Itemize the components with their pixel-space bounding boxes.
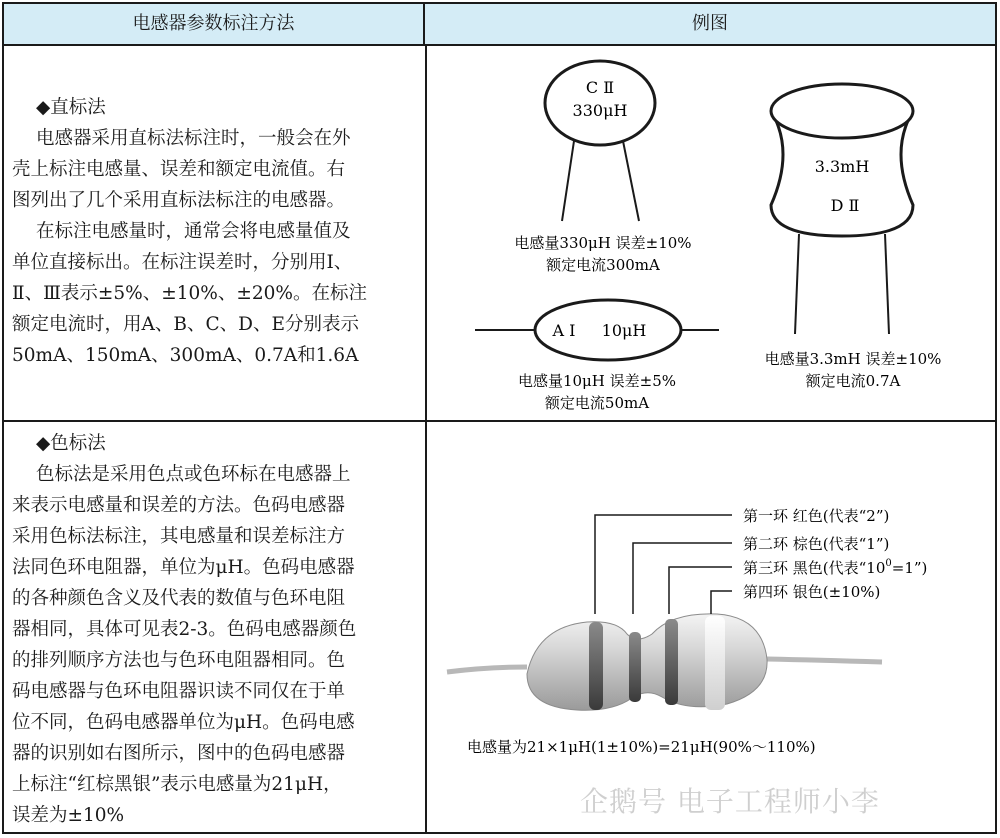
text-line: 壳上标注电感量、误差和额定电流值。右	[12, 159, 346, 180]
section-title: ◆直标法	[36, 97, 106, 118]
text-line: 图列出了几个采用直标法标注的电感器。	[12, 190, 346, 211]
ring4-label: 第四环 银色(±10%)	[743, 583, 881, 601]
text-line: 的排列顺序方法也与色环电阻器相同。色	[12, 650, 346, 671]
text-line: 来表示电感量和误差的方法。色码电感器	[12, 495, 346, 516]
inductance-formula: 电感量为21×1μH(1±10%)=21μH(90%～110%)	[467, 738, 816, 756]
ind3-caption-2: 额定电流0.7A	[805, 372, 901, 390]
ring-4-silver	[705, 616, 725, 710]
parameter-table	[2, 2, 997, 834]
ind3-label-2: D Ⅱ	[830, 196, 860, 215]
text-line: 器的识别如右图所示，图中的色码电感器	[12, 743, 346, 764]
header-method: 电感器参数标注方法	[4, 4, 425, 46]
inductor-10uh	[475, 300, 719, 412]
ind2-caption-2: 额定电流50mA	[544, 394, 650, 412]
text-line: 法同色环电阻器，单位为μH。色码电感器	[12, 557, 355, 578]
ring1-label: 第一环 红色(代表“2”)	[743, 507, 890, 525]
ind1-label-1: C Ⅱ	[585, 78, 615, 97]
text-line: 误差为±10%	[12, 805, 125, 826]
section-title: ◆色标法	[36, 433, 106, 454]
ring2-label: 第二环 棕色(代表“1”)	[743, 535, 890, 553]
ind2-label-2: 10μH	[601, 321, 647, 340]
ring-2-brown	[629, 632, 641, 702]
text-line: 单位直接标出。在标注误差时，分别用Ⅰ、	[12, 252, 353, 273]
text-line: 码电感器与色环电阻器识读不同仅在于单	[12, 681, 346, 702]
color-marking-figure	[427, 422, 999, 834]
direct-marking-text	[12, 92, 421, 371]
inductor-330uh	[514, 61, 691, 274]
ind2-label-1: A Ⅰ	[552, 321, 576, 340]
header-example: 例图	[425, 4, 995, 46]
ring-1-red	[589, 622, 603, 710]
inductor-3-3mh	[765, 84, 942, 390]
text-line: 位不同，色码电感器单位为μH。色码电感	[12, 712, 355, 733]
text-line: 在标注电感量时，通常会将电感量值及	[36, 221, 351, 242]
text-line: 的各种颜色含义及代表的数值与色环电阻	[12, 588, 346, 609]
color-inductor	[447, 614, 882, 710]
watermark: 企鹅号 电子工程师小李	[580, 785, 880, 818]
ind1-caption-1: 电感量330μH 误差±10%	[514, 234, 692, 252]
text-line: 电感器采用直标法标注时，一般会在外	[36, 128, 351, 149]
text-line: 色标法是采用色点或色环标在电感器上	[36, 464, 351, 485]
text-line: 50mA、150mA、300mA、0.7A和1.6A	[12, 345, 359, 366]
ring-3-black	[665, 619, 678, 705]
text-line: 上标注“红棕黑银”表示电感量为21μH，	[12, 774, 342, 795]
ind3-label-1: 3.3mH	[814, 157, 870, 176]
text-line: 额定电流时，用A、B、C、D、E分别表示	[12, 314, 359, 335]
text-line: Ⅱ、Ⅲ表示±5%、±10%、±20%。在标注	[12, 283, 368, 304]
ind1-caption-2: 额定电流300mA	[546, 256, 660, 274]
direct-marking-figure	[427, 44, 999, 420]
text-line: 采用色标法标注，其电感量和误差标注方	[12, 526, 346, 547]
ring3-label: 第三环 黑色(代表“$10^0=1$”)	[743, 558, 928, 577]
ind2-caption-1: 电感量10μH 误差±5%	[517, 372, 677, 390]
ind3-caption-1: 电感量3.3mH 误差±10%	[764, 350, 942, 368]
ind1-label-2: 330μH	[572, 101, 628, 120]
color-marking-text	[12, 428, 421, 831]
text-line: 器相同，具体可见表2-3。色码电感器颜色	[12, 619, 357, 640]
leader-lines	[595, 515, 732, 614]
